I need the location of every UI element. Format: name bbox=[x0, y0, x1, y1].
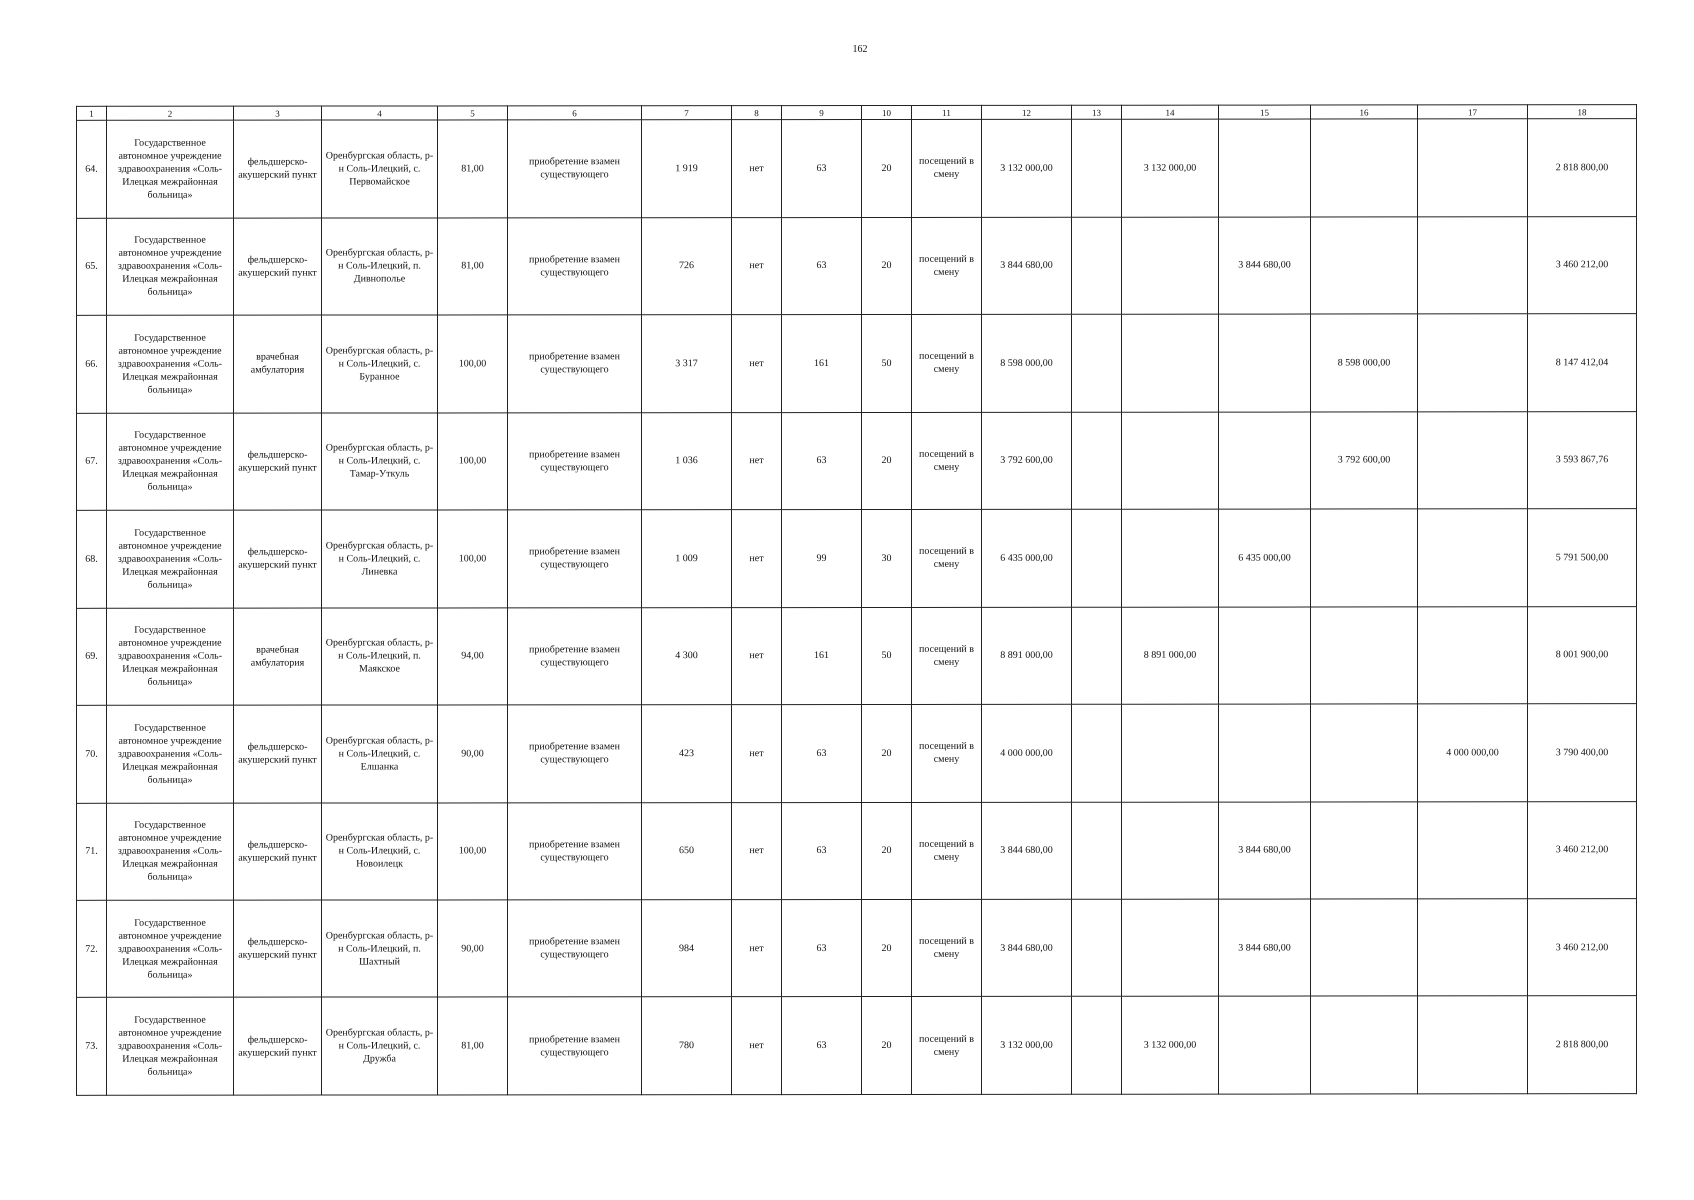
row-number: 65. bbox=[77, 218, 107, 316]
capacity-unit: посещений в смену bbox=[912, 607, 982, 705]
capacity-unit: посещений в смену bbox=[912, 412, 982, 510]
col-15-value bbox=[1219, 314, 1311, 412]
col-14-value: 3 132 000,00 bbox=[1122, 997, 1219, 1095]
col-12-total: 4 000 000,00 bbox=[982, 704, 1072, 802]
col-9-value: 63 bbox=[782, 120, 862, 218]
column-number-header: 8 bbox=[732, 106, 782, 120]
col-14-value bbox=[1122, 704, 1219, 802]
col-17-value bbox=[1418, 801, 1528, 899]
facility-address: Оренбургская область, р-н Соль-Илецкий, с. Дружба bbox=[322, 997, 438, 1095]
facility-type: фельдшерско-акушерский пункт bbox=[234, 218, 322, 316]
column-number-header: 13 bbox=[1072, 105, 1122, 119]
column-number-header: 14 bbox=[1122, 105, 1219, 119]
column-number-header: 9 bbox=[782, 105, 862, 119]
organization-name: Государственное автономное учреждение здравоохранения «Соль-Илецкая межрайонная больница» bbox=[107, 900, 234, 998]
facility-type: фельдшерско-акушерский пункт bbox=[234, 803, 322, 901]
row-number: 67. bbox=[77, 413, 107, 511]
capacity-unit: посещений в смену bbox=[912, 120, 982, 218]
col-12-total: 8 598 000,00 bbox=[982, 314, 1072, 412]
col-8-value: нет bbox=[732, 217, 782, 315]
col-12-total: 3 844 680,00 bbox=[982, 899, 1072, 997]
col-13-value bbox=[1072, 997, 1122, 1095]
col-13-value bbox=[1072, 802, 1122, 900]
registry-table bbox=[76, 104, 1637, 1096]
row-number: 64. bbox=[77, 121, 107, 219]
facility-type: фельдшерско-акушерский пункт bbox=[234, 510, 322, 608]
col-8-value: нет bbox=[732, 900, 782, 998]
col-15-value bbox=[1219, 996, 1311, 1094]
column-number-header: 7 bbox=[642, 106, 732, 120]
facility-type: врачебная амбулатория bbox=[234, 315, 322, 413]
col-13-value bbox=[1072, 217, 1122, 315]
col-18-value: 3 790 400,00 bbox=[1528, 704, 1637, 802]
table-row bbox=[77, 801, 1637, 900]
col-9-value: 63 bbox=[782, 412, 862, 510]
col-17-value bbox=[1418, 314, 1528, 412]
col-5-value: 100,00 bbox=[438, 802, 508, 900]
col-17-value bbox=[1418, 606, 1528, 704]
facility-type: фельдшерско-акушерский пункт bbox=[234, 705, 322, 803]
column-number-header: 2 bbox=[107, 106, 234, 120]
col-10-value: 20 bbox=[862, 997, 912, 1095]
col-7-value: 780 bbox=[642, 997, 732, 1095]
col-5-value: 90,00 bbox=[438, 705, 508, 803]
col-18-value: 2 818 800,00 bbox=[1528, 119, 1637, 217]
facility-address: Оренбургская область, р-н Соль-Илецкий, с. Линевка bbox=[322, 510, 438, 608]
column-number-header: 18 bbox=[1528, 105, 1637, 119]
action-description: приобретение взамен существующего bbox=[508, 120, 642, 218]
facility-address: Оренбургская область, р-н Соль-Илецкий, п. Дивнополье bbox=[322, 218, 438, 316]
column-number-header: 6 bbox=[508, 106, 642, 120]
col-15-value bbox=[1219, 119, 1311, 217]
col-18-value: 3 460 212,00 bbox=[1528, 801, 1637, 899]
capacity-unit: посещений в смену bbox=[912, 997, 982, 1095]
col-8-value: нет bbox=[732, 120, 782, 218]
organization-name: Государственное автономное учреждение здравоохранения «Соль-Илецкая межрайонная больница» bbox=[107, 803, 234, 901]
facility-address: Оренбургская область, р-н Соль-Илецкий, с. Первомайское bbox=[322, 120, 438, 218]
col-12-total: 3 132 000,00 bbox=[982, 120, 1072, 218]
facility-address: Оренбургская область, р-н Соль-Илецкий, с. Тамар-Уткуль bbox=[322, 413, 438, 511]
column-number-row bbox=[77, 105, 1637, 121]
facility-type: фельдшерско-акушерский пункт bbox=[234, 120, 322, 218]
column-number-header: 15 bbox=[1219, 105, 1311, 119]
col-17-value bbox=[1418, 119, 1528, 217]
col-18-value: 3 460 212,00 bbox=[1528, 216, 1637, 314]
col-16-value bbox=[1311, 996, 1418, 1094]
table-body bbox=[77, 105, 1637, 1096]
column-number-header: 17 bbox=[1418, 105, 1528, 119]
page-number: 162 bbox=[852, 44, 868, 55]
col-14-value bbox=[1122, 314, 1219, 412]
col-18-value: 3 593 867,76 bbox=[1528, 411, 1637, 509]
col-16-value bbox=[1311, 704, 1418, 802]
col-16-value bbox=[1311, 509, 1418, 607]
col-7-value: 650 bbox=[642, 802, 732, 900]
col-16-value bbox=[1311, 119, 1418, 217]
col-12-total: 3 792 600,00 bbox=[982, 412, 1072, 510]
capacity-unit: посещений в смену bbox=[912, 217, 982, 315]
col-7-value: 1 036 bbox=[642, 412, 732, 510]
col-9-value: 161 bbox=[782, 607, 862, 705]
col-5-value: 90,00 bbox=[438, 900, 508, 998]
col-14-value: 8 891 000,00 bbox=[1122, 607, 1219, 705]
column-number-header: 12 bbox=[982, 105, 1072, 119]
facility-type: фельдшерско-акушерский пункт bbox=[234, 900, 322, 998]
facility-address: Оренбургская область, р-н Соль-Илецкий, п. Маякское bbox=[322, 608, 438, 706]
col-7-value: 423 bbox=[642, 705, 732, 803]
col-8-value: нет bbox=[732, 412, 782, 510]
col-17-value bbox=[1418, 217, 1528, 315]
column-number-header: 1 bbox=[77, 106, 107, 120]
facility-type: врачебная амбулатория bbox=[234, 608, 322, 706]
action-description: приобретение взамен существующего bbox=[508, 315, 642, 413]
col-14-value bbox=[1122, 802, 1219, 900]
col-17-value: 4 000 000,00 bbox=[1418, 704, 1528, 802]
col-13-value bbox=[1072, 412, 1122, 510]
table-row bbox=[77, 314, 1637, 413]
row-number: 69. bbox=[77, 608, 107, 706]
col-18-value: 8 147 412,04 bbox=[1528, 314, 1637, 412]
action-description: приобретение взамен существующего bbox=[508, 705, 642, 803]
row-number: 72. bbox=[77, 900, 107, 998]
col-14-value bbox=[1122, 217, 1219, 315]
col-13-value bbox=[1072, 119, 1122, 217]
organization-name: Государственное автономное учреждение здравоохранения «Соль-Илецкая межрайонная больница» bbox=[107, 608, 234, 706]
col-8-value: нет bbox=[732, 607, 782, 705]
capacity-unit: посещений в смену bbox=[912, 315, 982, 413]
row-number: 70. bbox=[77, 705, 107, 803]
col-17-value bbox=[1418, 509, 1528, 607]
col-8-value: нет bbox=[732, 705, 782, 803]
col-9-value: 63 bbox=[782, 802, 862, 900]
capacity-unit: посещений в смену bbox=[912, 509, 982, 607]
organization-name: Государственное автономное учреждение здравоохранения «Соль-Илецкая межрайонная больница» bbox=[107, 218, 234, 316]
table-row bbox=[77, 899, 1637, 998]
table-row bbox=[77, 606, 1637, 705]
row-number: 73. bbox=[77, 998, 107, 1096]
col-17-value bbox=[1418, 411, 1528, 509]
col-5-value: 100,00 bbox=[438, 315, 508, 413]
capacity-unit: посещений в смену bbox=[912, 704, 982, 802]
col-18-value: 2 818 800,00 bbox=[1528, 996, 1637, 1094]
col-17-value bbox=[1418, 996, 1528, 1094]
col-18-value: 8 001 900,00 bbox=[1528, 606, 1637, 704]
col-9-value: 63 bbox=[782, 217, 862, 315]
col-16-value bbox=[1311, 217, 1418, 315]
table-row bbox=[77, 119, 1637, 218]
col-16-value bbox=[1311, 801, 1418, 899]
col-15-value: 3 844 680,00 bbox=[1219, 217, 1311, 315]
col-5-value: 100,00 bbox=[438, 413, 508, 511]
organization-name: Государственное автономное учреждение здравоохранения «Соль-Илецкая межрайонная больница» bbox=[107, 510, 234, 608]
table-row bbox=[77, 216, 1637, 315]
col-8-value: нет bbox=[732, 802, 782, 900]
col-9-value: 63 bbox=[782, 997, 862, 1095]
col-14-value bbox=[1122, 899, 1219, 997]
col-17-value bbox=[1418, 899, 1528, 997]
col-18-value: 5 791 500,00 bbox=[1528, 509, 1637, 607]
col-12-total: 3 844 680,00 bbox=[982, 217, 1072, 315]
col-10-value: 20 bbox=[862, 412, 912, 510]
organization-name: Государственное автономное учреждение здравоохранения «Соль-Илецкая межрайонная больница» bbox=[107, 413, 234, 511]
col-13-value bbox=[1072, 704, 1122, 802]
col-9-value: 63 bbox=[782, 899, 862, 997]
col-9-value: 63 bbox=[782, 705, 862, 803]
col-13-value bbox=[1072, 899, 1122, 997]
column-number-header: 4 bbox=[322, 106, 438, 120]
col-10-value: 30 bbox=[862, 510, 912, 608]
col-10-value: 20 bbox=[862, 899, 912, 997]
action-description: приобретение взамен существующего bbox=[508, 802, 642, 900]
col-12-total: 3 132 000,00 bbox=[982, 997, 1072, 1095]
col-5-value: 94,00 bbox=[438, 607, 508, 705]
col-10-value: 20 bbox=[862, 217, 912, 315]
column-number-header: 11 bbox=[912, 105, 982, 119]
col-7-value: 984 bbox=[642, 900, 732, 998]
col-7-value: 3 317 bbox=[642, 315, 732, 413]
action-description: приобретение взамен существующего bbox=[508, 900, 642, 998]
row-number: 68. bbox=[77, 510, 107, 608]
organization-name: Государственное автономное учреждение здравоохранения «Соль-Илецкая межрайонная больница» bbox=[107, 120, 234, 218]
col-16-value: 3 792 600,00 bbox=[1311, 412, 1418, 510]
action-description: приобретение взамен существующего bbox=[508, 412, 642, 510]
col-13-value bbox=[1072, 509, 1122, 607]
facility-type: фельдшерско-акушерский пункт bbox=[234, 413, 322, 511]
col-12-total: 6 435 000,00 bbox=[982, 509, 1072, 607]
col-16-value: 8 598 000,00 bbox=[1311, 314, 1418, 412]
col-8-value: нет bbox=[732, 997, 782, 1095]
col-15-value: 3 844 680,00 bbox=[1219, 899, 1311, 997]
col-8-value: нет bbox=[732, 510, 782, 608]
col-15-value bbox=[1219, 412, 1311, 510]
column-number-header: 16 bbox=[1311, 105, 1418, 119]
col-15-value: 3 844 680,00 bbox=[1219, 802, 1311, 900]
col-5-value: 100,00 bbox=[438, 510, 508, 608]
col-14-value: 3 132 000,00 bbox=[1122, 119, 1219, 217]
table-row bbox=[77, 509, 1637, 608]
col-7-value: 726 bbox=[642, 217, 732, 315]
col-7-value: 4 300 bbox=[642, 607, 732, 705]
col-13-value bbox=[1072, 607, 1122, 705]
row-number: 71. bbox=[77, 803, 107, 901]
col-9-value: 161 bbox=[782, 315, 862, 413]
action-description: приобретение взамен существующего bbox=[508, 217, 642, 315]
facility-type: фельдшерско-акушерский пункт bbox=[234, 998, 322, 1096]
col-9-value: 99 bbox=[782, 510, 862, 608]
facility-address: Оренбургская область, р-н Соль-Илецкий, с. Буранное bbox=[322, 315, 438, 413]
action-description: приобретение взамен существующего bbox=[508, 607, 642, 705]
organization-name: Государственное автономное учреждение здравоохранения «Соль-Илецкая межрайонная больница» bbox=[107, 998, 234, 1096]
capacity-unit: посещений в смену bbox=[912, 899, 982, 997]
col-10-value: 50 bbox=[862, 607, 912, 705]
col-10-value: 20 bbox=[862, 802, 912, 900]
col-14-value bbox=[1122, 509, 1219, 607]
organization-name: Государственное автономное учреждение здравоохранения «Соль-Илецкая межрайонная больница» bbox=[107, 315, 234, 413]
organization-name: Государственное автономное учреждение здравоохранения «Соль-Илецкая межрайонная больница» bbox=[107, 705, 234, 803]
col-12-total: 3 844 680,00 bbox=[982, 802, 1072, 900]
col-7-value: 1 009 bbox=[642, 510, 732, 608]
col-5-value: 81,00 bbox=[438, 218, 508, 316]
col-10-value: 20 bbox=[862, 704, 912, 802]
col-16-value bbox=[1311, 606, 1418, 704]
col-18-value: 3 460 212,00 bbox=[1528, 899, 1637, 997]
col-15-value bbox=[1219, 607, 1311, 705]
col-14-value bbox=[1122, 412, 1219, 510]
table-row bbox=[77, 704, 1637, 803]
column-number-header: 10 bbox=[862, 105, 912, 119]
col-5-value: 81,00 bbox=[438, 997, 508, 1095]
column-number-header: 5 bbox=[438, 106, 508, 120]
facility-address: Оренбургская область, р-н Соль-Илецкий, с. Новоилецк bbox=[322, 802, 438, 900]
col-8-value: нет bbox=[732, 315, 782, 413]
row-number: 66. bbox=[77, 315, 107, 413]
col-13-value bbox=[1072, 314, 1122, 412]
col-7-value: 1 919 bbox=[642, 120, 732, 218]
facility-address: Оренбургская область, р-н Соль-Илецкий, с. Елшанка bbox=[322, 705, 438, 803]
facility-address: Оренбургская область, р-н Соль-Илецкий, п. Шахтный bbox=[322, 900, 438, 998]
col-5-value: 81,00 bbox=[438, 120, 508, 218]
col-15-value bbox=[1219, 704, 1311, 802]
col-10-value: 50 bbox=[862, 315, 912, 413]
action-description: приобретение взамен существующего bbox=[508, 510, 642, 608]
col-12-total: 8 891 000,00 bbox=[982, 607, 1072, 705]
action-description: приобретение взамен существующего bbox=[508, 997, 642, 1095]
col-15-value: 6 435 000,00 bbox=[1219, 509, 1311, 607]
col-16-value bbox=[1311, 899, 1418, 997]
column-number-header: 3 bbox=[234, 106, 322, 120]
capacity-unit: посещений в смену bbox=[912, 802, 982, 900]
table-row bbox=[77, 411, 1637, 510]
col-10-value: 20 bbox=[862, 120, 912, 218]
table-row bbox=[77, 996, 1637, 1095]
